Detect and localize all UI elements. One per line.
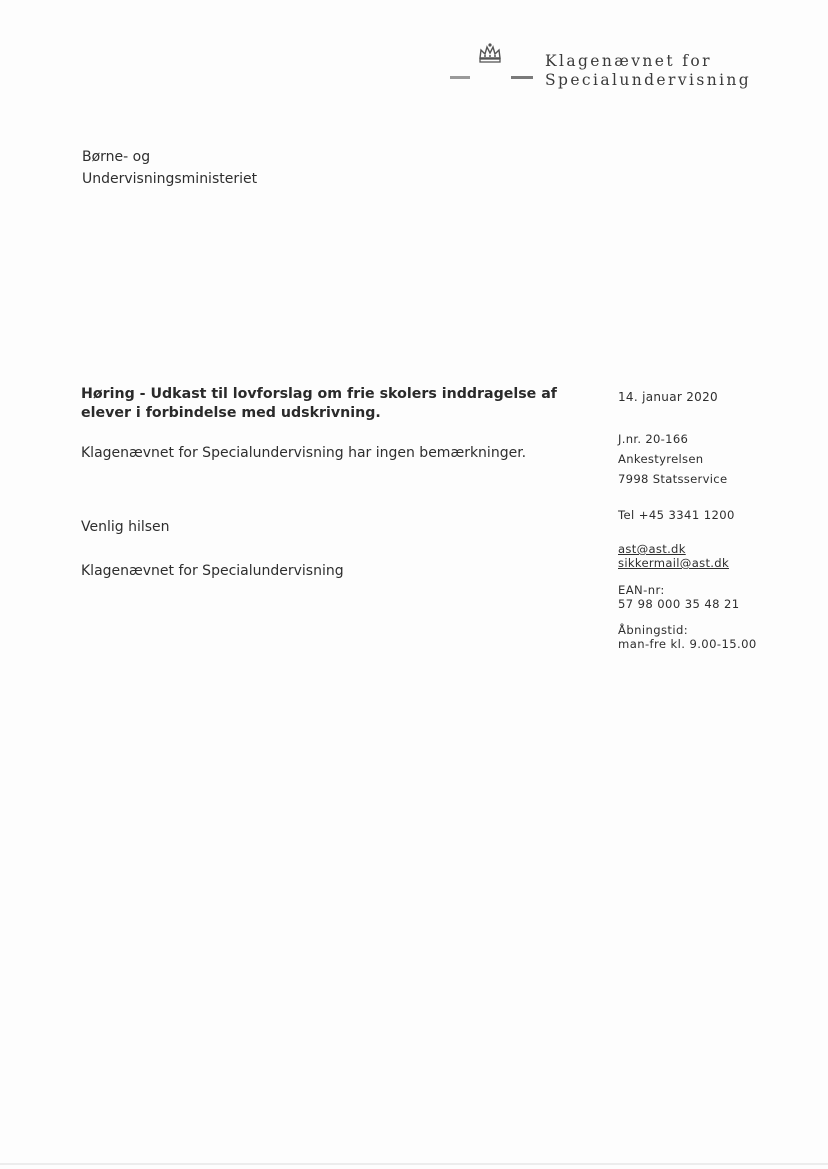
subject-line2: elever i forbindelse med udskrivning. (81, 405, 381, 421)
secure-email-link[interactable]: sikkermail@ast.dk (618, 556, 729, 570)
organization-name (545, 52, 751, 90)
subject-line1: Høring - Udkast til lovforslag om frie skolers inddragelse af (81, 386, 557, 402)
recipient-line1: Børne- og (82, 149, 151, 165)
organization-name-line2: Specialundervisning (545, 71, 752, 89)
letter-date: 14. januar 2020 (618, 390, 718, 404)
crown-icon (477, 42, 503, 64)
opening-hours-label: Åbningstid: (618, 623, 689, 637)
agency-name: Ankestyrelsen (618, 452, 704, 466)
letter-closing: Venlig hilsen (81, 519, 170, 535)
postal-address: 7998 Statsservice (618, 472, 728, 486)
opening-hours-value: man-fre kl. 9.00-15.00 (618, 637, 757, 651)
opening-hours-block (618, 623, 757, 651)
logo-rule-right (511, 76, 533, 79)
telephone: Tel +45 3341 1200 (618, 508, 735, 522)
letter-subject (81, 385, 561, 423)
recipient-line2: Undervisningsministeriet (82, 171, 258, 187)
ean-value: 57 98 000 35 48 21 (618, 597, 740, 611)
organization-name-line1: Klagenævnet for (545, 52, 712, 70)
ean-block (618, 583, 740, 611)
letter-signature: Klagenævnet for Specialundervisning (81, 563, 344, 579)
ean-label: EAN-nr: (618, 583, 665, 597)
email-link[interactable]: ast@ast.dk (618, 542, 686, 556)
journal-number: J.nr. 20-166 (618, 432, 689, 446)
email-links (618, 542, 729, 570)
logo-rule-left (450, 76, 470, 79)
scan-bottom-edge (0, 1163, 828, 1165)
letter-body: Klagenævnet for Specialundervisning har ingen bemærkninger. (81, 445, 527, 461)
recipient-address (82, 146, 257, 190)
reference-block (618, 429, 727, 489)
